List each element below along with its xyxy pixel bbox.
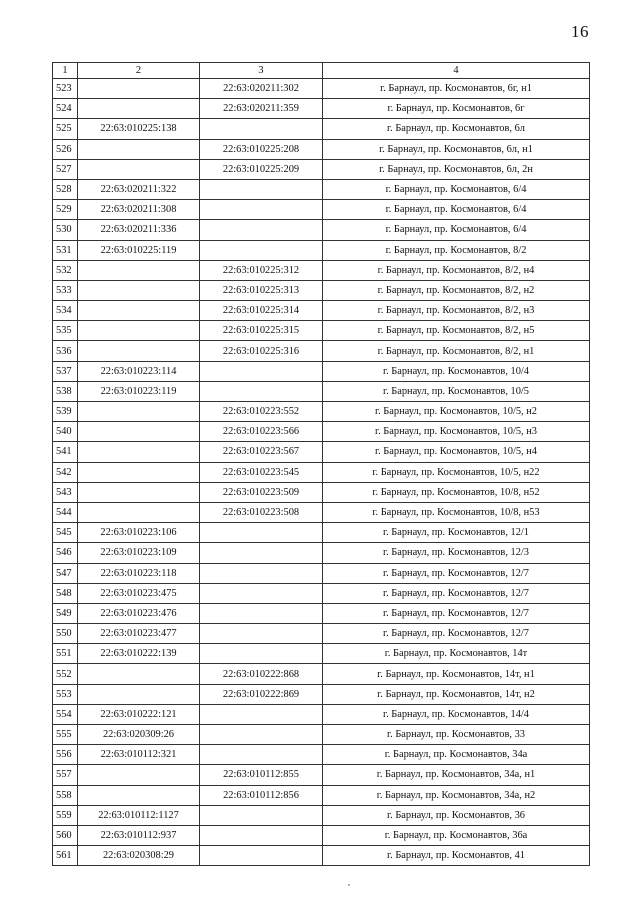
table-row — [53, 523, 590, 543]
premises-cadastral-number-cell — [200, 624, 323, 644]
address-cell: г. Барнаул, пр. Космонавтов, 10/5, н4 — [323, 442, 590, 462]
table-row — [53, 603, 590, 623]
table-body — [53, 79, 590, 866]
row-number-cell: 553 — [53, 684, 78, 704]
address-cell: г. Барнаул, пр. Космонавтов, 8/2 — [323, 240, 590, 260]
row-number-cell: 555 — [53, 725, 78, 745]
row-number-cell: 559 — [53, 805, 78, 825]
premises-cadastral-number-cell: 22:63:010223:567 — [200, 442, 323, 462]
address-cell: г. Барнаул, пр. Космонавтов, 6л, 2н — [323, 159, 590, 179]
land-plot-cadastral-number-cell: 22:63:020211:308 — [78, 200, 200, 220]
premises-cadastral-number-cell: 22:63:010222:869 — [200, 684, 323, 704]
row-number-cell: 531 — [53, 240, 78, 260]
land-plot-cadastral-number-cell: 22:63:010112:321 — [78, 745, 200, 765]
column-header-2: 2 — [78, 63, 200, 79]
land-plot-cadastral-number-cell — [78, 79, 200, 99]
table-row — [53, 361, 590, 381]
address-cell: г. Барнаул, пр. Космонавтов, 12/7 — [323, 583, 590, 603]
address-cell: г. Барнаул, пр. Космонавтов, 34а — [323, 745, 590, 765]
address-cell: г. Барнаул, пр. Космонавтов, 10/4 — [323, 361, 590, 381]
row-number-cell: 545 — [53, 523, 78, 543]
column-header-1: 1 — [53, 63, 78, 79]
land-plot-cadastral-number-cell — [78, 785, 200, 805]
row-number-cell: 537 — [53, 361, 78, 381]
land-plot-cadastral-number-cell: 22:63:010223:106 — [78, 523, 200, 543]
row-number-cell: 523 — [53, 79, 78, 99]
address-cell: г. Барнаул, пр. Космонавтов, 14т, н1 — [323, 664, 590, 684]
address-cell: г. Барнаул, пр. Космонавтов, 36 — [323, 805, 590, 825]
address-cell: г. Барнаул, пр. Космонавтов, 36а — [323, 825, 590, 845]
scan-speck — [348, 884, 350, 886]
premises-cadastral-number-cell — [200, 563, 323, 583]
row-number-cell: 548 — [53, 583, 78, 603]
premises-cadastral-number-cell: 22:63:010225:313 — [200, 280, 323, 300]
table-row — [53, 200, 590, 220]
table-row — [53, 179, 590, 199]
premises-cadastral-number-cell — [200, 805, 323, 825]
premises-cadastral-number-cell: 22:63:010223:509 — [200, 482, 323, 502]
row-number-cell: 554 — [53, 704, 78, 724]
address-cell: г. Барнаул, пр. Космонавтов, 12/7 — [323, 563, 590, 583]
premises-cadastral-number-cell: 22:63:010223:566 — [200, 422, 323, 442]
row-number-cell: 556 — [53, 745, 78, 765]
address-cell: г. Барнаул, пр. Космонавтов, 12/7 — [323, 603, 590, 623]
premises-cadastral-number-cell: 22:63:020211:359 — [200, 99, 323, 119]
address-cell: г. Барнаул, пр. Космонавтов, 12/7 — [323, 624, 590, 644]
premises-cadastral-number-cell: 22:63:010225:209 — [200, 159, 323, 179]
table-row — [53, 785, 590, 805]
table-row — [53, 745, 590, 765]
address-cell: г. Барнаул, пр. Космонавтов, 8/2, н4 — [323, 260, 590, 280]
row-number-cell: 557 — [53, 765, 78, 785]
address-cell: г. Барнаул, пр. Космонавтов, 34а, н2 — [323, 785, 590, 805]
table-row — [53, 563, 590, 583]
row-number-cell: 551 — [53, 644, 78, 664]
premises-cadastral-number-cell — [200, 523, 323, 543]
table-row — [53, 846, 590, 866]
row-number-cell: 540 — [53, 422, 78, 442]
premises-cadastral-number-cell — [200, 745, 323, 765]
premises-cadastral-number-cell — [200, 179, 323, 199]
table-row — [53, 402, 590, 422]
address-cell: г. Барнаул, пр. Космонавтов, 6/4 — [323, 179, 590, 199]
premises-cadastral-number-cell: 22:63:010225:314 — [200, 301, 323, 321]
address-cell: г. Барнаул, пр. Космонавтов, 10/5, н22 — [323, 462, 590, 482]
premises-cadastral-number-cell — [200, 361, 323, 381]
premises-cadastral-number-cell — [200, 725, 323, 745]
premises-cadastral-number-cell — [200, 220, 323, 240]
address-cell: г. Барнаул, пр. Космонавтов, 10/5 — [323, 381, 590, 401]
table-row — [53, 422, 590, 442]
table-row — [53, 280, 590, 300]
land-plot-cadastral-number-cell — [78, 301, 200, 321]
row-number-cell: 558 — [53, 785, 78, 805]
row-number-cell: 534 — [53, 301, 78, 321]
table-header — [53, 63, 590, 79]
land-plot-cadastral-number-cell — [78, 321, 200, 341]
row-number-cell: 525 — [53, 119, 78, 139]
land-plot-cadastral-number-cell — [78, 422, 200, 442]
land-plot-cadastral-number-cell: 22:63:010223:477 — [78, 624, 200, 644]
land-plot-cadastral-number-cell — [78, 482, 200, 502]
table-row — [53, 644, 590, 664]
land-plot-cadastral-number-cell: 22:63:010223:114 — [78, 361, 200, 381]
land-plot-cadastral-number-cell: 22:63:010112:1127 — [78, 805, 200, 825]
premises-cadastral-number-cell — [200, 381, 323, 401]
land-plot-cadastral-number-cell: 22:63:010225:119 — [78, 240, 200, 260]
land-plot-cadastral-number-cell — [78, 341, 200, 361]
premises-cadastral-number-cell: 22:63:010222:868 — [200, 664, 323, 684]
address-cell: г. Барнаул, пр. Космонавтов, 6/4 — [323, 200, 590, 220]
table-row — [53, 462, 590, 482]
address-cell: г. Барнаул, пр. Космонавтов, 14т — [323, 644, 590, 664]
premises-cadastral-number-cell: 22:63:010223:545 — [200, 462, 323, 482]
premises-cadastral-number-cell — [200, 846, 323, 866]
premises-cadastral-number-cell: 22:63:020211:302 — [200, 79, 323, 99]
table-row — [53, 725, 590, 745]
column-header-3: 3 — [200, 63, 323, 79]
address-cell: г. Барнаул, пр. Космонавтов, 6л — [323, 119, 590, 139]
row-number-cell: 560 — [53, 825, 78, 845]
land-plot-cadastral-number-cell: 22:63:010225:138 — [78, 119, 200, 139]
land-plot-cadastral-number-cell — [78, 502, 200, 522]
row-number-cell: 543 — [53, 482, 78, 502]
table-row — [53, 139, 590, 159]
land-plot-cadastral-number-cell: 22:63:020309:26 — [78, 725, 200, 745]
address-cell: г. Барнаул, пр. Космонавтов, 41 — [323, 846, 590, 866]
premises-cadastral-number-cell — [200, 119, 323, 139]
table-row — [53, 624, 590, 644]
table-row — [53, 664, 590, 684]
premises-cadastral-number-cell — [200, 543, 323, 563]
address-cell: г. Барнаул, пр. Космонавтов, 8/2, н3 — [323, 301, 590, 321]
premises-cadastral-number-cell: 22:63:010225:316 — [200, 341, 323, 361]
row-number-cell: 549 — [53, 603, 78, 623]
land-plot-cadastral-number-cell — [78, 684, 200, 704]
address-cell: г. Барнаул, пр. Космонавтов, 33 — [323, 725, 590, 745]
table-row — [53, 583, 590, 603]
land-plot-cadastral-number-cell: 22:63:020211:336 — [78, 220, 200, 240]
premises-cadastral-number-cell — [200, 583, 323, 603]
row-number-cell: 530 — [53, 220, 78, 240]
table-row — [53, 765, 590, 785]
premises-cadastral-number-cell — [200, 603, 323, 623]
row-number-cell: 544 — [53, 502, 78, 522]
land-plot-cadastral-number-cell — [78, 280, 200, 300]
land-plot-cadastral-number-cell: 22:63:010223:118 — [78, 563, 200, 583]
table-row — [53, 159, 590, 179]
row-number-cell: 539 — [53, 402, 78, 422]
table-row — [53, 119, 590, 139]
premises-cadastral-number-cell: 22:63:010225:312 — [200, 260, 323, 280]
land-plot-cadastral-number-cell: 22:63:010222:139 — [78, 644, 200, 664]
row-number-cell: 524 — [53, 99, 78, 119]
premises-cadastral-number-cell: 22:63:010225:208 — [200, 139, 323, 159]
row-number-cell: 541 — [53, 442, 78, 462]
land-plot-cadastral-number-cell — [78, 462, 200, 482]
table-row — [53, 684, 590, 704]
land-plot-cadastral-number-cell: 22:63:010222:121 — [78, 704, 200, 724]
row-number-cell: 529 — [53, 200, 78, 220]
table-row — [53, 825, 590, 845]
row-number-cell: 547 — [53, 563, 78, 583]
address-cell: г. Барнаул, пр. Космонавтов, 8/2, н5 — [323, 321, 590, 341]
row-number-cell: 533 — [53, 280, 78, 300]
row-number-cell: 538 — [53, 381, 78, 401]
row-number-cell: 536 — [53, 341, 78, 361]
address-cell: г. Барнаул, пр. Космонавтов, 34а, н1 — [323, 765, 590, 785]
land-plot-cadastral-number-cell — [78, 99, 200, 119]
table-row — [53, 502, 590, 522]
address-cell: г. Барнаул, пр. Космонавтов, 10/8, н53 — [323, 502, 590, 522]
address-cell: г. Барнаул, пр. Космонавтов, 12/3 — [323, 543, 590, 563]
premises-cadastral-number-cell — [200, 825, 323, 845]
premises-cadastral-number-cell — [200, 704, 323, 724]
land-plot-cadastral-number-cell: 22:63:010223:119 — [78, 381, 200, 401]
address-cell: г. Барнаул, пр. Космонавтов, 8/2, н1 — [323, 341, 590, 361]
land-plot-cadastral-number-cell — [78, 664, 200, 684]
table-row — [53, 381, 590, 401]
land-plot-cadastral-number-cell — [78, 159, 200, 179]
premises-cadastral-number-cell — [200, 200, 323, 220]
land-plot-cadastral-number-cell: 22:63:010223:476 — [78, 603, 200, 623]
header-row — [53, 63, 590, 79]
address-cell: г. Барнаул, пр. Космонавтов, 8/2, н2 — [323, 280, 590, 300]
row-number-cell: 542 — [53, 462, 78, 482]
table-row — [53, 79, 590, 99]
address-cell: г. Барнаул, пр. Космонавтов, 10/5, н3 — [323, 422, 590, 442]
land-plot-cadastral-number-cell — [78, 442, 200, 462]
address-cell: г. Барнаул, пр. Космонавтов, 10/5, н2 — [323, 402, 590, 422]
table-row — [53, 482, 590, 502]
address-cell: г. Барнаул, пр. Космонавтов, 12/1 — [323, 523, 590, 543]
table-row — [53, 240, 590, 260]
land-plot-cadastral-number-cell: 22:63:020308:29 — [78, 846, 200, 866]
land-plot-cadastral-number-cell: 22:63:020211:322 — [78, 179, 200, 199]
premises-cadastral-number-cell: 22:63:010225:315 — [200, 321, 323, 341]
table-row — [53, 543, 590, 563]
address-cell: г. Барнаул, пр. Космонавтов, 6л, н1 — [323, 139, 590, 159]
land-plot-cadastral-number-cell: 22:63:010112:937 — [78, 825, 200, 845]
land-plot-cadastral-number-cell — [78, 402, 200, 422]
address-cell: г. Барнаул, пр. Космонавтов, 6г — [323, 99, 590, 119]
row-number-cell: 546 — [53, 543, 78, 563]
table-row — [53, 341, 590, 361]
row-number-cell: 532 — [53, 260, 78, 280]
row-number-cell: 550 — [53, 624, 78, 644]
table-row — [53, 442, 590, 462]
address-cell: г. Барнаул, пр. Космонавтов, 14/4 — [323, 704, 590, 724]
table-row — [53, 301, 590, 321]
premises-cadastral-number-cell: 22:63:010112:856 — [200, 785, 323, 805]
row-number-cell: 535 — [53, 321, 78, 341]
row-number-cell: 561 — [53, 846, 78, 866]
column-header-4: 4 — [323, 63, 590, 79]
premises-cadastral-number-cell — [200, 644, 323, 664]
page-number: 16 — [571, 22, 589, 41]
land-plot-cadastral-number-cell — [78, 260, 200, 280]
property-register-table — [52, 62, 590, 866]
premises-cadastral-number-cell: 22:63:010223:552 — [200, 402, 323, 422]
row-number-cell: 528 — [53, 179, 78, 199]
address-cell: г. Барнаул, пр. Космонавтов, 6/4 — [323, 220, 590, 240]
land-plot-cadastral-number-cell — [78, 139, 200, 159]
row-number-cell: 526 — [53, 139, 78, 159]
row-number-cell: 552 — [53, 664, 78, 684]
table-row — [53, 99, 590, 119]
address-cell: г. Барнаул, пр. Космонавтов, 10/8, н52 — [323, 482, 590, 502]
land-plot-cadastral-number-cell: 22:63:010223:475 — [78, 583, 200, 603]
premises-cadastral-number-cell: 22:63:010112:855 — [200, 765, 323, 785]
table-row — [53, 704, 590, 724]
land-plot-cadastral-number-cell: 22:63:010223:109 — [78, 543, 200, 563]
row-number-cell: 527 — [53, 159, 78, 179]
land-plot-cadastral-number-cell — [78, 765, 200, 785]
address-cell: г. Барнаул, пр. Космонавтов, 14т, н2 — [323, 684, 590, 704]
table-row — [53, 321, 590, 341]
premises-cadastral-number-cell — [200, 240, 323, 260]
table-row — [53, 805, 590, 825]
address-cell: г. Барнаул, пр. Космонавтов, 6г, н1 — [323, 79, 590, 99]
premises-cadastral-number-cell: 22:63:010223:508 — [200, 502, 323, 522]
table-row — [53, 220, 590, 240]
table-row — [53, 260, 590, 280]
